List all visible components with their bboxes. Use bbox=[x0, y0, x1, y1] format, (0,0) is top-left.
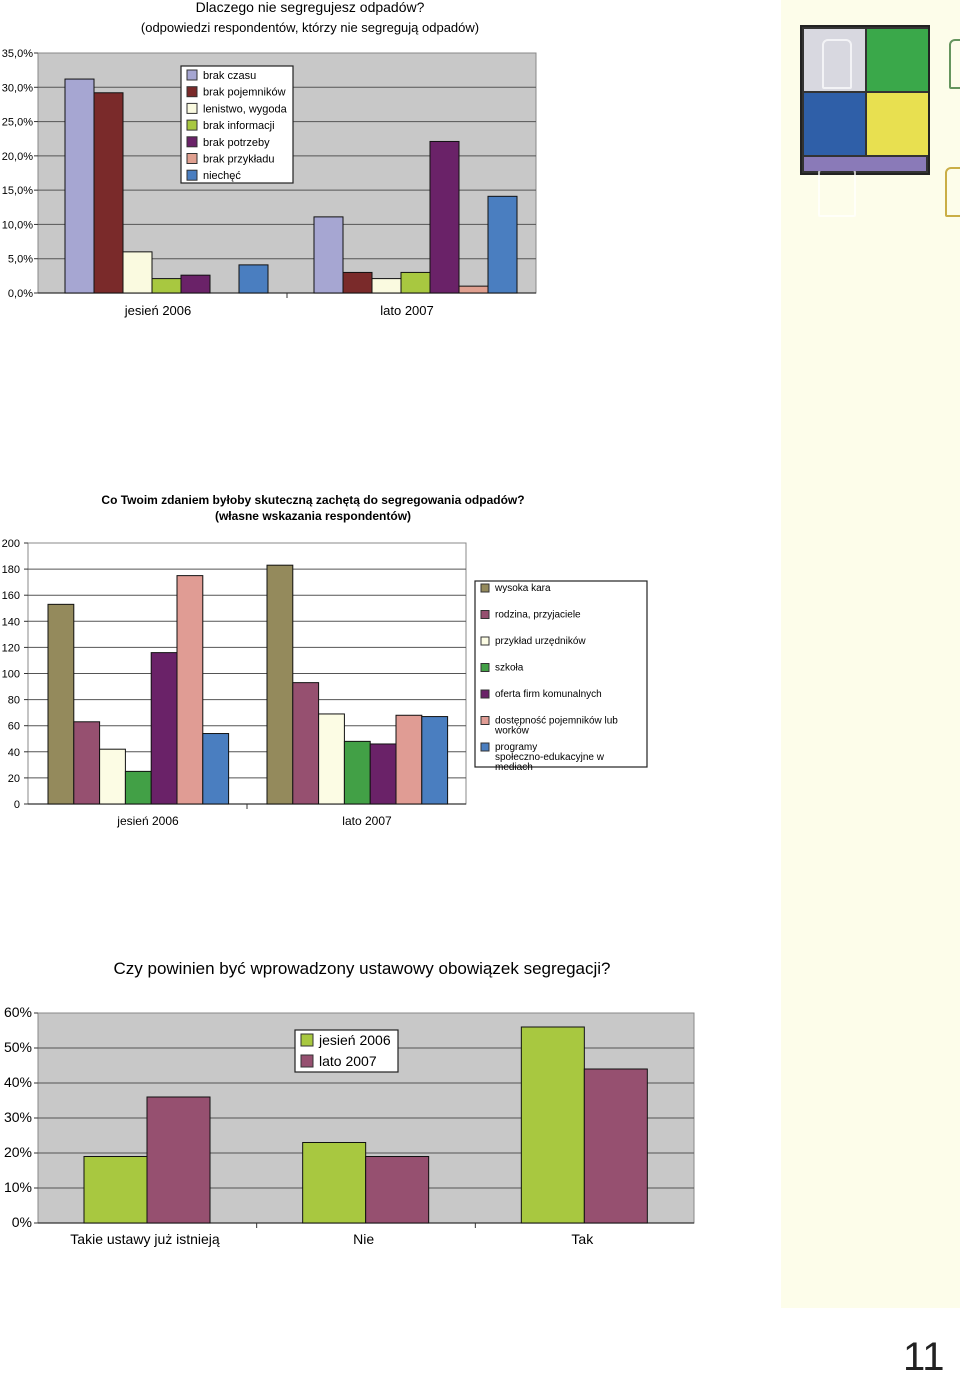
legend-swatch bbox=[187, 120, 197, 130]
bar-0-1 bbox=[267, 565, 293, 804]
legend-label: programy bbox=[495, 742, 538, 753]
legend-swatch bbox=[187, 137, 197, 147]
y-tick-label: 10% bbox=[3, 1179, 32, 1195]
bar-3-0 bbox=[152, 279, 181, 293]
category-label: Tak bbox=[571, 1231, 594, 1247]
legend-label: wysoka kara bbox=[495, 583, 551, 594]
category-label: jesień 2006 bbox=[124, 303, 192, 318]
bar-0-0 bbox=[48, 604, 74, 804]
y-tick-label: 35,0% bbox=[1, 48, 33, 60]
y-tick-label: 50% bbox=[3, 1039, 32, 1055]
category-label: lato 2007 bbox=[342, 814, 392, 828]
chart-title: Dlaczego nie segregujesz odpadów? bbox=[195, 0, 425, 15]
legend-swatch bbox=[187, 103, 197, 113]
legend-label: brak informacji bbox=[203, 120, 275, 133]
y-tick-label: 0,0% bbox=[7, 288, 33, 300]
bar-0-2 bbox=[521, 1027, 584, 1223]
legend-swatch bbox=[481, 611, 489, 619]
bar-5-1 bbox=[459, 286, 488, 293]
bar-1-0 bbox=[147, 1097, 210, 1223]
logo-white-bin bbox=[804, 29, 865, 91]
bar-3-1 bbox=[344, 741, 370, 804]
legend-swatch bbox=[481, 717, 489, 725]
y-tick-label: 30% bbox=[3, 1109, 32, 1125]
legend-label: oferta firm komunalnych bbox=[495, 689, 602, 700]
y-tick-label: 25,0% bbox=[1, 116, 33, 129]
legend-label: worków bbox=[495, 725, 529, 737]
chart-legal-obligation bbox=[0, 950, 780, 1260]
logo-yellow-bin bbox=[867, 93, 928, 155]
y-tick-label: 10,0% bbox=[1, 219, 33, 232]
y-tick-label: 100 bbox=[1, 668, 20, 681]
bar-5-1 bbox=[396, 715, 422, 804]
bar-5-0 bbox=[177, 576, 203, 804]
y-tick-label: 80 bbox=[7, 694, 20, 707]
chart-title: Co Twoim zdaniem byłoby skuteczną zachętą do segregowania odpadów? bbox=[101, 493, 525, 507]
legend-label: mediach bbox=[495, 762, 533, 773]
legend-swatch bbox=[481, 743, 489, 751]
bar-6-1 bbox=[488, 196, 517, 293]
chart-title: Czy powinien być wprowadzony ustawowy obowiązek segregacji? bbox=[113, 959, 611, 978]
y-tick-label: 40% bbox=[3, 1074, 32, 1090]
legend-label: rodzina, przyjaciele bbox=[495, 609, 581, 621]
legend-swatch bbox=[481, 664, 489, 672]
bar-1-1 bbox=[343, 272, 372, 293]
bar-4-1 bbox=[430, 141, 459, 293]
bar-1-1 bbox=[366, 1157, 429, 1224]
bar-2-0 bbox=[100, 749, 126, 804]
bar-4-0 bbox=[151, 653, 177, 804]
bar-1-0 bbox=[94, 93, 123, 293]
y-tick-label: 140 bbox=[1, 616, 20, 629]
legend-swatch bbox=[301, 1034, 313, 1046]
chart-2-svg bbox=[0, 485, 780, 835]
y-tick-label: 20,0% bbox=[1, 150, 33, 163]
bar-2-1 bbox=[372, 279, 401, 293]
y-tick-label: 40 bbox=[7, 746, 20, 759]
y-tick-label: 200 bbox=[1, 538, 20, 550]
bar-1-2 bbox=[584, 1069, 647, 1223]
category-label: Takie ustawy już istnieją bbox=[70, 1231, 220, 1247]
legend-label: lato 2007 bbox=[319, 1053, 377, 1069]
legend-label: szkoła bbox=[495, 662, 524, 674]
chart-incentives bbox=[0, 485, 780, 835]
legend-swatch bbox=[187, 70, 197, 80]
legend-swatch bbox=[481, 690, 489, 698]
y-tick-label: 0% bbox=[11, 1214, 32, 1230]
bar-1-1 bbox=[293, 683, 319, 804]
logo-green-bin bbox=[867, 29, 928, 91]
y-tick-label: 60% bbox=[3, 1004, 32, 1020]
bar-0-0 bbox=[84, 1157, 147, 1224]
y-tick-label: 20 bbox=[7, 772, 20, 785]
chart-3-svg bbox=[0, 950, 780, 1260]
legend-swatch bbox=[481, 584, 489, 592]
bar-1-0 bbox=[74, 722, 100, 804]
legend-label: przykład urzędników bbox=[495, 636, 586, 647]
legend-swatch bbox=[301, 1055, 313, 1067]
bar-2-1 bbox=[319, 714, 345, 804]
legend-label: brak czasu bbox=[203, 70, 257, 82]
category-label: jesień 2006 bbox=[117, 814, 179, 828]
page-number: 11 bbox=[903, 1335, 945, 1379]
chart-1-svg bbox=[0, 0, 780, 330]
y-tick-label: 120 bbox=[1, 642, 20, 655]
category-label: Nie bbox=[353, 1231, 375, 1247]
legend-swatch bbox=[187, 170, 197, 180]
bar-4-0 bbox=[181, 275, 210, 293]
logo-blue-bin bbox=[804, 93, 865, 155]
y-tick-label: 5,0% bbox=[7, 253, 33, 266]
legend-label: brak pojemników bbox=[203, 86, 286, 99]
y-tick-label: 15,0% bbox=[1, 185, 33, 198]
logo-strip bbox=[804, 157, 926, 171]
y-tick-label: 0 bbox=[13, 799, 20, 811]
legend-swatch bbox=[187, 154, 197, 164]
bar-6-1 bbox=[422, 717, 448, 804]
bar-6-0 bbox=[239, 265, 268, 293]
legend-label: społeczno-edukacyjne w bbox=[495, 752, 604, 763]
bar-4-1 bbox=[370, 744, 396, 804]
chart-subtitle: (odpowiedzi respondentów, którzy nie segregują odpadów) bbox=[140, 20, 480, 35]
bar-3-1 bbox=[401, 272, 430, 293]
legend-label: jesień 2006 bbox=[319, 1032, 391, 1048]
legend-label: dostępność pojemników lub bbox=[495, 715, 618, 727]
legend-swatch bbox=[481, 637, 489, 645]
bar-2-0 bbox=[123, 252, 152, 293]
y-tick-label: 180 bbox=[1, 564, 20, 577]
legend-label: brak przykładu bbox=[203, 153, 275, 166]
chart-why-not-segregate bbox=[0, 0, 780, 330]
legend-label: brak potrzeby bbox=[203, 136, 270, 149]
bar-0-1 bbox=[314, 217, 343, 293]
category-label: lato 2007 bbox=[380, 303, 434, 318]
bar-0-1 bbox=[303, 1143, 366, 1224]
bar-0-0 bbox=[65, 79, 94, 293]
legend-swatch bbox=[187, 87, 197, 97]
chart-subtitle: (własne wskazania respondentów) bbox=[214, 509, 412, 523]
recycling-bins-logo bbox=[800, 25, 930, 175]
legend-label: lenistwo, wygoda bbox=[203, 103, 287, 116]
bar-3-0 bbox=[125, 771, 151, 804]
bar-6-0 bbox=[203, 734, 229, 804]
y-tick-label: 160 bbox=[1, 590, 20, 603]
right-sidebar bbox=[781, 0, 960, 1308]
y-tick-label: 60 bbox=[7, 720, 20, 733]
legend-label: niechęć bbox=[203, 170, 241, 183]
y-tick-label: 30,0% bbox=[1, 82, 33, 95]
y-tick-label: 20% bbox=[3, 1144, 32, 1160]
